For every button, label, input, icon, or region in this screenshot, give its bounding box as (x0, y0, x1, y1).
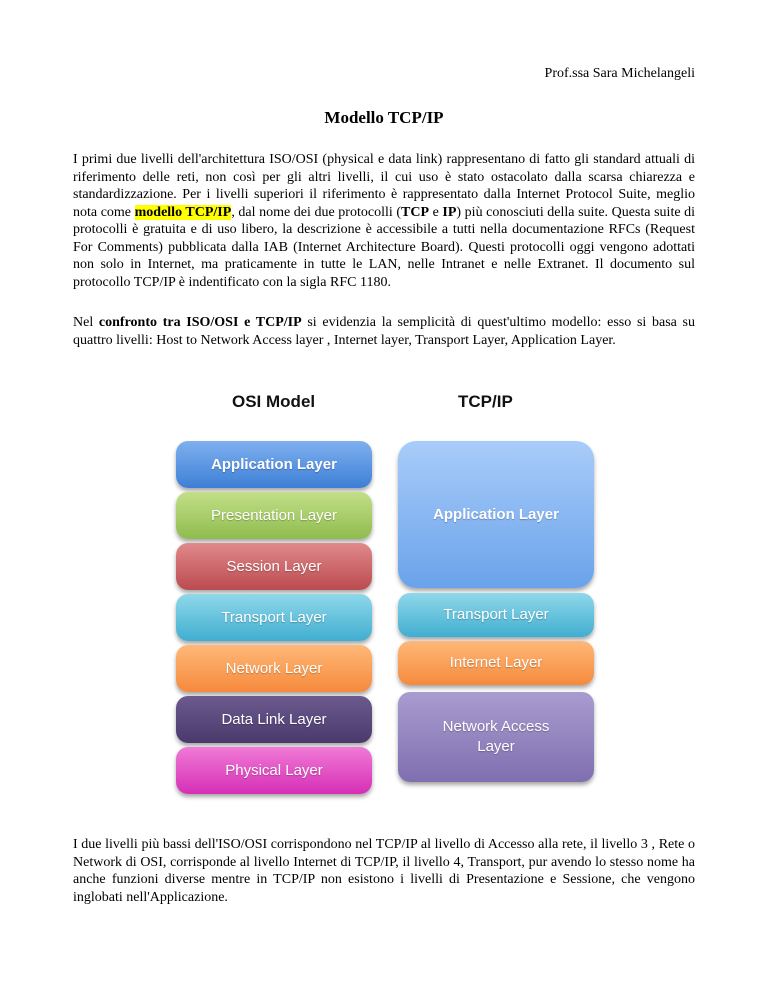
tcpip-network-access-layer: Network Access Layer (398, 692, 594, 782)
author-name: Prof.ssa Sara Michelangeli (544, 66, 695, 81)
comparison-text-1: Nel (73, 315, 99, 330)
tcp-term: TCP (401, 204, 430, 220)
highlight-tcpip-model: modello TCP/IP (134, 204, 232, 220)
intro-text-2: , dal nome dei due protocolli ( (231, 204, 402, 220)
intro-text-1: I primi due livelli dell'architettura ISO/OSI (physical e data link) rappresentano di fatto gli standard attuali di riferimento delle reti, non così per gli altri livelli, il cui uso è stato ostacolato dalla scarsa chiarezza e standardizzazione. Per i livelli superiori il riferimento è rappresentato dalla Internet Protocol Suite, meglio nota come (73, 152, 695, 220)
osi-network-layer: Network Layer (176, 645, 372, 692)
tcpip-application-layer: Application Layer (398, 441, 594, 588)
osi-application-layer: Application Layer (176, 441, 372, 488)
osi-presentation-layer: Presentation Layer (176, 492, 372, 539)
paragraph-intro (73, 151, 695, 291)
osi-model-title: OSI Model (232, 392, 316, 411)
intro-text-3: e (429, 204, 443, 220)
paragraph-comparison (73, 314, 695, 349)
osi-physical-layer: Physical Layer (176, 747, 372, 794)
tcpip-title: TCP/IP (458, 392, 513, 411)
paragraph-conclusion: I due livelli più bassi dell'ISO/OSI corrispondono nel TCP/IP al livello di Accesso alla rete, il livello 3 , Rete o Network di OSI, corrisponde al livello Internet di TCP/IP, il livello 4, Transport, pur avendo lo stesso nome ha anche funzioni diverse mentre in TCP/IP non esistono i livelli di Presentazione e Sessione, che vengono inglobati nell'Applicazione. (73, 837, 695, 905)
intro-text-4: ) più conosciuti della suite. Questa suite di protocolli è gratuita e di uso libero, la descrizione è accessibile a tutti nella documentazione RFCs (Request For Comments) pubblicata dalla IAB (Internet Architecture Board). Questi protocolli oggi vengono adottati non solo in Internet, ma praticamente in tutte le LAN, nelle Intranet e nelle Extranet. Il documento sul protocollo TCP/IP è indentificato con la sigla RFC 1180. (73, 204, 696, 290)
osi-data-link-layer: Data Link Layer (176, 696, 372, 743)
osi-vs-tcpip-diagram (0, 380, 768, 800)
comparison-text-2: si evidenzia la semplicità di quest'ultimo modello: esso si basa su quattro livelli: Host to Network Access layer , Internet layer, Transport Layer, Application Layer. (73, 315, 696, 348)
comparison-bold: confronto tra ISO/OSI e TCP/IP (98, 315, 302, 330)
osi-transport-layer: Transport Layer (176, 594, 372, 641)
tcpip-transport-layer: Transport Layer (398, 593, 594, 637)
tcpip-internet-layer: Internet Layer (398, 641, 594, 685)
ip-term: IP (442, 204, 457, 220)
osi-session-layer: Session Layer (176, 543, 372, 590)
page-title: Modello TCP/IP (324, 108, 444, 127)
